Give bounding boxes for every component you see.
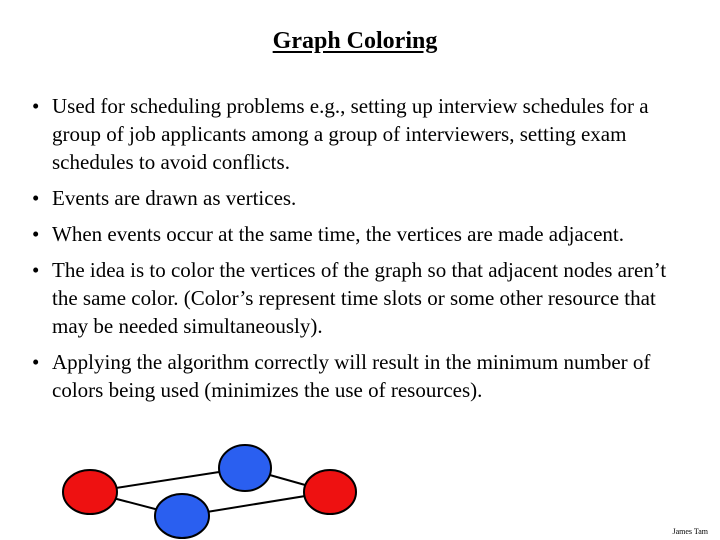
bullet-text: Events are drawn as vertices. (52, 186, 297, 210)
bullet-marker: • (32, 186, 40, 210)
graph-vertex-right (304, 470, 356, 514)
bullet-text: The idea is to color the vertices of the graph so that adjacent nodes aren’t the same color. (Color’s represent time slots or some other resource that may be needed simultaneously). (52, 258, 667, 338)
bullet-marker: • (32, 94, 40, 118)
bullet-text: Used for scheduling problems e.g., setting up interview schedules for a group of job applicants among a group of interviewers, setting exam schedules to avoid conflicts. (52, 94, 649, 174)
graph-vertex-top (219, 445, 271, 491)
bullet-marker: • (32, 258, 40, 282)
bullet-marker: • (32, 350, 40, 374)
bullet-text: Applying the algorithm correctly will result in the minimum number of colors being used (minimizes the use of resources). (52, 350, 651, 402)
slide-title: Graph Coloring (272, 28, 438, 54)
footer-author: James Tam (672, 527, 708, 536)
bullet-text: When events occur at the same time, the vertices are made adjacent. (52, 222, 624, 246)
graph-vertex-bottom (155, 494, 209, 538)
graph-vertex-left (63, 470, 117, 514)
bullet-marker: • (32, 222, 40, 246)
